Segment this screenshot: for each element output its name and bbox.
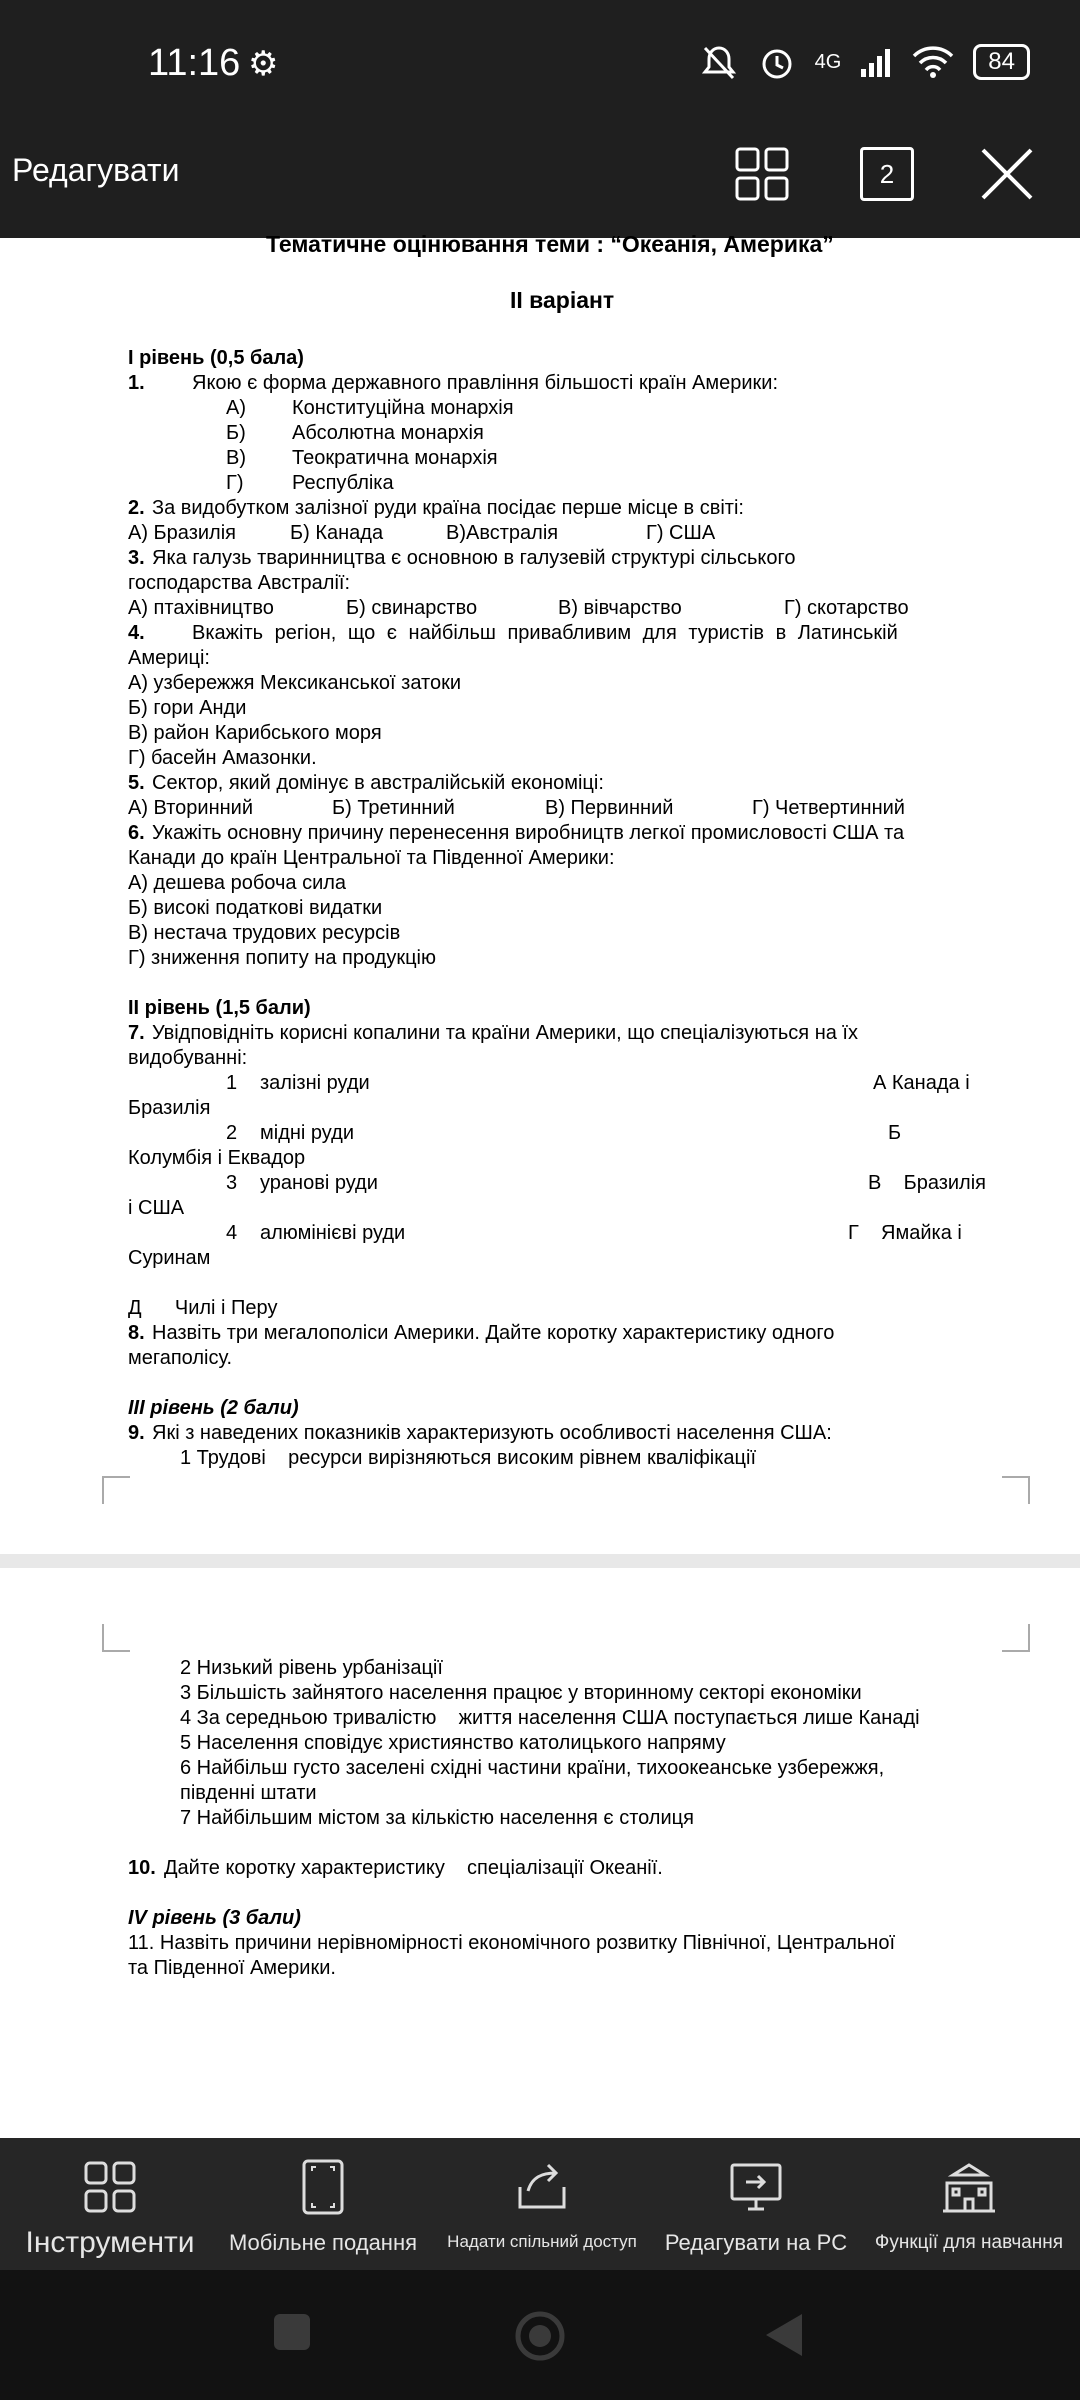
q3-option-a: А) птахівництво — [128, 597, 274, 619]
q7-item-2: мідні руди — [260, 1122, 354, 1144]
page-count: 2 — [860, 147, 914, 201]
level4-title: IV рівень (3 бали) — [128, 1907, 301, 1929]
app-header — [0, 130, 1080, 238]
share-button[interactable] — [434, 2154, 650, 2252]
mobile-view-icon — [298, 2157, 348, 2217]
q10-text: Дайте коротку характеристику спеціалізації Океанії. — [164, 1857, 663, 1879]
q7-item-number: 1 — [226, 1072, 238, 1094]
q1-option-a: Конституційна монархія — [292, 397, 514, 419]
q6-option-d: Г) зниження попиту на продукцію — [128, 947, 436, 969]
mute-icon — [699, 42, 739, 82]
q2-option-d: Г) США — [646, 522, 716, 544]
tools-button[interactable] — [10, 2154, 210, 2260]
tools-label: Інструменти — [25, 2226, 195, 2259]
q7-text: Увідповідніть корисні копалини та країни Америки, що спеціалізуються на їх — [152, 1022, 858, 1044]
q7-item-3: уранові руди — [260, 1172, 378, 1194]
edit-title[interactable]: Редагувати — [12, 152, 180, 188]
q7-item-number: 3 — [226, 1172, 238, 1194]
q6-option-c: В) нестача трудових ресурсів — [128, 922, 401, 944]
edit-on-pc-icon — [726, 2157, 786, 2217]
q7-item-1: залізні руди — [260, 1072, 370, 1094]
q1-option-c: Теократична монархія — [292, 447, 498, 469]
q9-text: Які з наведених показників характеризують особливості населення США: — [152, 1422, 832, 1444]
edit-on-pc-button[interactable] — [656, 2154, 856, 2256]
q9-item-6: 6 Найбільш густо заселені східні частини країни, тихоокеанське узбережжя, — [180, 1757, 885, 1779]
level2-title: ІІ рівень (1,5 бали) — [128, 997, 311, 1019]
q4-option-c: В) район Карибського моря — [128, 722, 382, 744]
q5-number: 5. — [128, 772, 145, 794]
q7-item-number: 2 — [226, 1122, 238, 1144]
q3-number: 3. — [128, 547, 145, 569]
q7-match-e: Д Чилі і Перу — [128, 1297, 278, 1319]
q3-option-c: В) вівчарство — [558, 597, 682, 619]
system-nav-bar — [0, 2270, 1080, 2400]
q2-text: За видобутком залізної руди країна посідає перше місце в світі: — [152, 497, 744, 519]
q5-option-d: Г) Четвертинний — [752, 797, 905, 819]
learning-features-button[interactable] — [864, 2154, 1074, 2254]
q9-item-6-cont: південні штати — [180, 1782, 317, 1804]
q9-item-3: 3 Більшість зайнятого населення працює у вторинному секторі економіки — [180, 1682, 862, 1704]
q9-number: 9. — [128, 1422, 145, 1444]
q5-option-c: В) Первинний — [545, 797, 674, 819]
q2-option-b: Б) Канада — [290, 522, 384, 544]
q2-option-c: В)Австралія — [446, 522, 559, 544]
wifi-icon — [911, 44, 955, 80]
q3-option-b: Б) свинарство — [346, 597, 478, 619]
document-view[interactable] — [0, 231, 1080, 2138]
q9-item-7: 7 Найбільшим містом за кількістю населення є столиця — [180, 1807, 694, 1829]
q9-item-1: 1 Трудові ресурси вирізняються високим рівнем кваліфікації — [180, 1447, 756, 1469]
q1-option-d: Республіка — [292, 472, 394, 494]
close-icon — [979, 146, 1035, 202]
q1-option-label: Б) — [226, 422, 246, 444]
q7-match-d: Г Ямайка і — [848, 1222, 962, 1244]
q6-option-a: А) дешева робоча сила — [128, 872, 347, 894]
q11-text: та Південної Америки. — [128, 1957, 336, 1979]
q1-option-label: В) — [226, 447, 246, 469]
status-time: 11:16 — [148, 42, 241, 84]
recents-button[interactable] — [270, 2310, 314, 2359]
signal-icon — [859, 45, 893, 79]
q4-number: 4. — [128, 622, 145, 644]
q7-match-b: Б — [888, 1122, 902, 1144]
tools-icon — [80, 2157, 140, 2217]
q1-option-label: А) — [226, 397, 246, 419]
q7-match-c: В Бразилія — [868, 1172, 986, 1194]
q5-text: Сектор, який домінує в австралійській економіці: — [152, 772, 604, 794]
learning-features-label: Функції для навчання — [874, 2232, 1064, 2253]
q5-option-b: Б) Третинний — [332, 797, 455, 819]
q1-number: 1. — [128, 372, 145, 394]
bottom-toolbar — [0, 2138, 1080, 2270]
q6-text: Укажіть основну причину перенесення виробництв легкої промисловості США та — [152, 822, 905, 844]
back-button[interactable] — [762, 2310, 806, 2365]
page-corner-mark — [1002, 1624, 1030, 1652]
q9-item-5: 5 Населення сповідує християнство католицького напряму — [180, 1732, 726, 1754]
settings-gear-icon: ⚙ — [248, 45, 279, 83]
q3-text: Яка галузь тваринництва є основною в галузевій структурі сільського — [152, 547, 796, 569]
page-count-button[interactable] — [855, 142, 919, 206]
q4-option-d: Г) басейн Амазонки. — [128, 747, 317, 769]
q4-option-b: Б) гори Анди — [128, 697, 247, 719]
q3-option-d: Г) скотарство — [784, 597, 909, 619]
school-icon — [939, 2157, 999, 2217]
share-icon — [512, 2157, 572, 2217]
q7-match-a-cont: Бразилія — [128, 1097, 211, 1119]
q9-item-4: 4 За середньою тривалістю життя населення США поступається лише Канаді — [180, 1707, 920, 1729]
status-icons — [699, 42, 1030, 82]
page-corner-mark — [1002, 1476, 1030, 1504]
mobile-view-label: Мобільне подання — [228, 2230, 418, 2255]
q1-option-b: Абсолютна монархія — [292, 422, 484, 444]
q8-text: мегаполісу. — [128, 1347, 233, 1369]
q1-text: Якою є форма державного правління більшості країн Америки: — [192, 372, 779, 394]
q7-text: видобуванні: — [128, 1047, 248, 1069]
home-button[interactable] — [514, 2310, 566, 2367]
q5-option-a: А) Вторинний — [128, 797, 254, 819]
back-icon — [762, 2310, 806, 2360]
q6-number: 6. — [128, 822, 145, 844]
q7-match-a: А Канада і — [873, 1072, 970, 1094]
q8-text: Назвіть три мегалополіси Америки. Дайте коротку характеристику одного — [152, 1322, 835, 1344]
q7-item-number: 4 — [226, 1222, 238, 1244]
page-corner-mark — [102, 1476, 130, 1504]
q7-match-d-cont: Суринам — [128, 1247, 211, 1269]
page-corner-mark — [102, 1624, 130, 1652]
variant-title: ІІ варіант — [510, 287, 615, 313]
battery-level: 84 — [973, 44, 1030, 80]
page-separator — [0, 1554, 1080, 1568]
q7-item-4: алюмінієві руди — [260, 1222, 406, 1244]
alarm-icon — [757, 42, 797, 82]
q4-text: Америці: — [128, 647, 210, 669]
home-icon — [514, 2310, 566, 2362]
q10-number: 10. — [128, 1857, 156, 1879]
q1-option-label: Г) — [226, 472, 244, 494]
q7-number: 7. — [128, 1022, 145, 1044]
network-type: 4G — [814, 50, 842, 73]
q11-text: 11. Назвіть причини нерівномірності економічного розвитку Північної, Центральної — [128, 1932, 896, 1954]
grid-icon — [734, 146, 790, 202]
status-bar — [0, 0, 1080, 130]
document-title: Тематичне оцінювання теми : “Океанія, Америка” — [266, 231, 834, 257]
recents-icon — [270, 2310, 314, 2354]
q8-number: 8. — [128, 1322, 145, 1344]
q2-number: 2. — [128, 497, 145, 519]
q6-text: Канади до країн Центральної та Південної Америки: — [128, 847, 615, 869]
level1-title: І рівень (0,5 бала) — [128, 347, 304, 369]
share-label: Надати спільний доступ — [447, 2232, 637, 2251]
q4-option-a: А) узбережжя Мексиканської затоки — [128, 672, 461, 694]
q3-text: господарства Австралії: — [128, 572, 351, 594]
q7-match-b-cont: Колумбія і Еквадор — [128, 1147, 306, 1169]
mobile-view-button[interactable] — [218, 2154, 428, 2256]
q9-item-2: 2 Низький рівень урбанізації — [180, 1657, 443, 1679]
edit-on-pc-label: Редагувати на PC — [664, 2230, 848, 2255]
level3-title: ІІІ рівень (2 бали) — [128, 1397, 299, 1419]
q6-option-b: Б) високі податкові видатки — [128, 897, 383, 919]
q2-option-a: А) Бразилія — [128, 522, 236, 544]
document-page-1 — [0, 231, 1080, 1554]
grid-view-button[interactable] — [730, 142, 794, 206]
close-button[interactable] — [975, 142, 1039, 206]
q7-match-c-cont: і США — [128, 1197, 185, 1219]
q4-text: Вкажіть регіон, що є найбільш привабливим для туристів в Латинській — [192, 622, 898, 644]
